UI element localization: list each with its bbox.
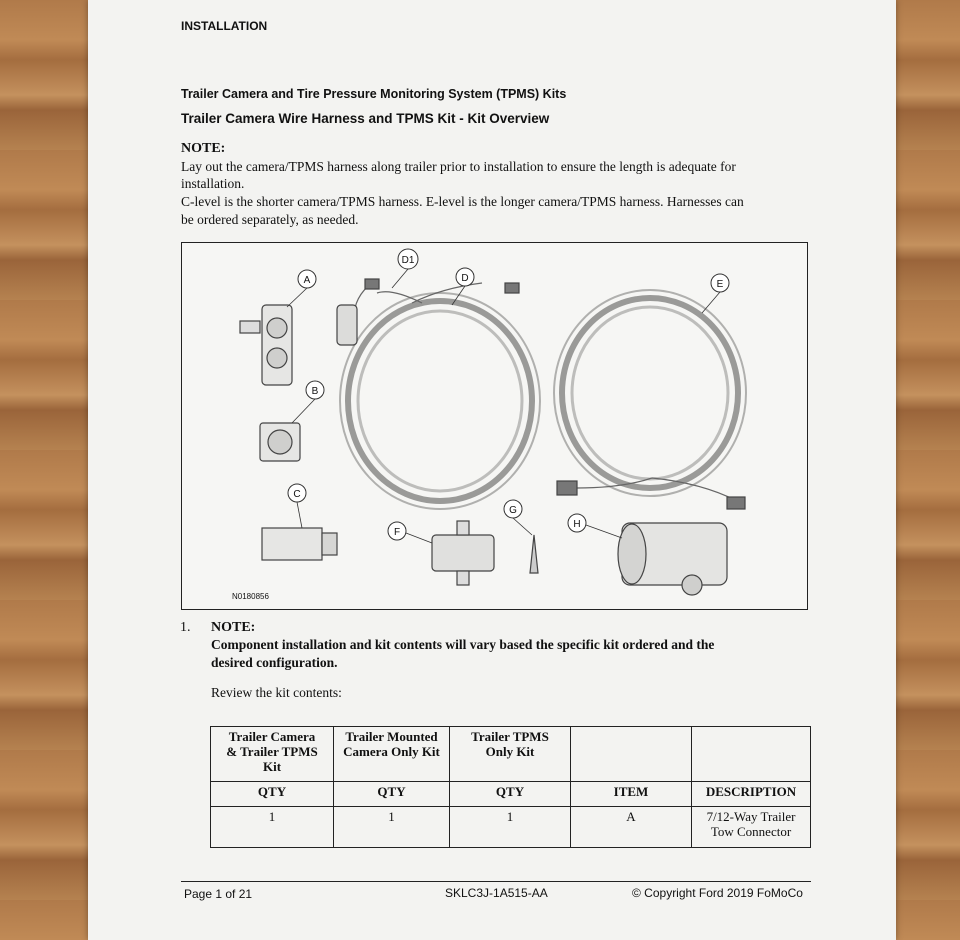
cell-qty-3: 1 <box>450 807 571 848</box>
svg-text:C: C <box>293 489 301 500</box>
callout-g <box>504 500 522 518</box>
review-instruction: Review the kit contents: <box>211 685 342 700</box>
step-number: 1. <box>180 620 191 635</box>
kit-overview-figure <box>181 242 808 610</box>
cell-qty-2: 1 <box>334 807 450 848</box>
step-note-line-2: desired configuration. <box>211 655 338 670</box>
harness-e-coil <box>562 298 738 488</box>
callout-d1 <box>398 249 418 269</box>
step-note-line-1: Component installation and kit contents will vary based the specific kit ordered and the <box>211 637 715 652</box>
header-camera-only-kit: Trailer Mounted Camera Only Kit <box>334 727 450 782</box>
footer-doc-id: SKLC3J-1A515-AA <box>445 886 548 900</box>
callout-h <box>568 514 586 532</box>
header-camera-tpms-kit: Trailer Camera & Trailer TPMS Kit <box>211 727 334 782</box>
subheader-item: ITEM <box>571 782 692 807</box>
svg-text:H: H <box>573 519 581 530</box>
callout-b <box>306 381 324 399</box>
footer-copyright: © Copyright Ford 2019 FoMoCo <box>632 886 803 900</box>
table-subheader-row <box>211 782 811 807</box>
note-heading: NOTE: <box>181 141 226 156</box>
figure-id: N0180856 <box>232 592 269 601</box>
svg-text:E: E <box>716 279 724 290</box>
step-note-heading: NOTE: <box>211 620 256 635</box>
header-empty-2 <box>692 727 811 782</box>
header-empty-1 <box>571 727 692 782</box>
subheader-description: DESCRIPTION <box>692 782 811 807</box>
callout-c <box>288 484 306 502</box>
svg-text:B: B <box>311 386 319 397</box>
kit-illustration <box>182 243 807 609</box>
kit-contents-table <box>210 726 811 848</box>
connector-c-shape <box>262 528 322 560</box>
valve-g-shape <box>530 535 538 573</box>
note-line-3: C-level is the shorter camera/TPMS harness. E-level is the longer camera/TPMS harness. Harnesses can <box>181 194 744 209</box>
callout-d <box>456 268 474 286</box>
section-heading: INSTALLATION <box>181 19 268 33</box>
cell-qty-1: 1 <box>211 807 334 848</box>
subheader-qty-2: QTY <box>334 782 450 807</box>
svg-text:D: D <box>461 273 469 284</box>
svg-text:F: F <box>393 527 401 538</box>
svg-text:D1: D1 <box>401 255 415 266</box>
note-line-1: Lay out the camera/TPMS harness along trailer prior to installation to ensure the length is adequate for <box>181 159 736 174</box>
callout-a <box>298 270 316 288</box>
harness-d-coil <box>348 301 532 501</box>
svg-text:G: G <box>509 505 517 516</box>
subheader-qty-1: QTY <box>211 782 334 807</box>
note-line-2: installation. <box>181 176 245 191</box>
sensor-f-shape <box>432 535 494 571</box>
footer-divider <box>181 881 811 882</box>
connector-a-shape <box>262 305 292 385</box>
note-line-4: be ordered separately, as needed. <box>181 212 359 227</box>
table-header-row <box>211 727 811 782</box>
svg-text:A: A <box>303 275 311 286</box>
table-row <box>211 807 811 848</box>
document-page <box>88 0 896 940</box>
cell-item: A <box>571 807 692 848</box>
cell-description: 7/12-Way Trailer Tow Connector <box>692 807 811 848</box>
callout-f <box>388 522 406 540</box>
subheader-qty-3: QTY <box>450 782 571 807</box>
page-title: Trailer Camera and Tire Pressure Monitoring System (TPMS) Kits <box>181 87 567 101</box>
header-tpms-only-kit: Trailer TPMS Only Kit <box>450 727 571 782</box>
footer-page-number: Page 1 of 21 <box>184 887 253 901</box>
callout-e <box>711 274 729 292</box>
page-subtitle: Trailer Camera Wire Harness and TPMS Kit - Kit Overview <box>181 111 550 126</box>
